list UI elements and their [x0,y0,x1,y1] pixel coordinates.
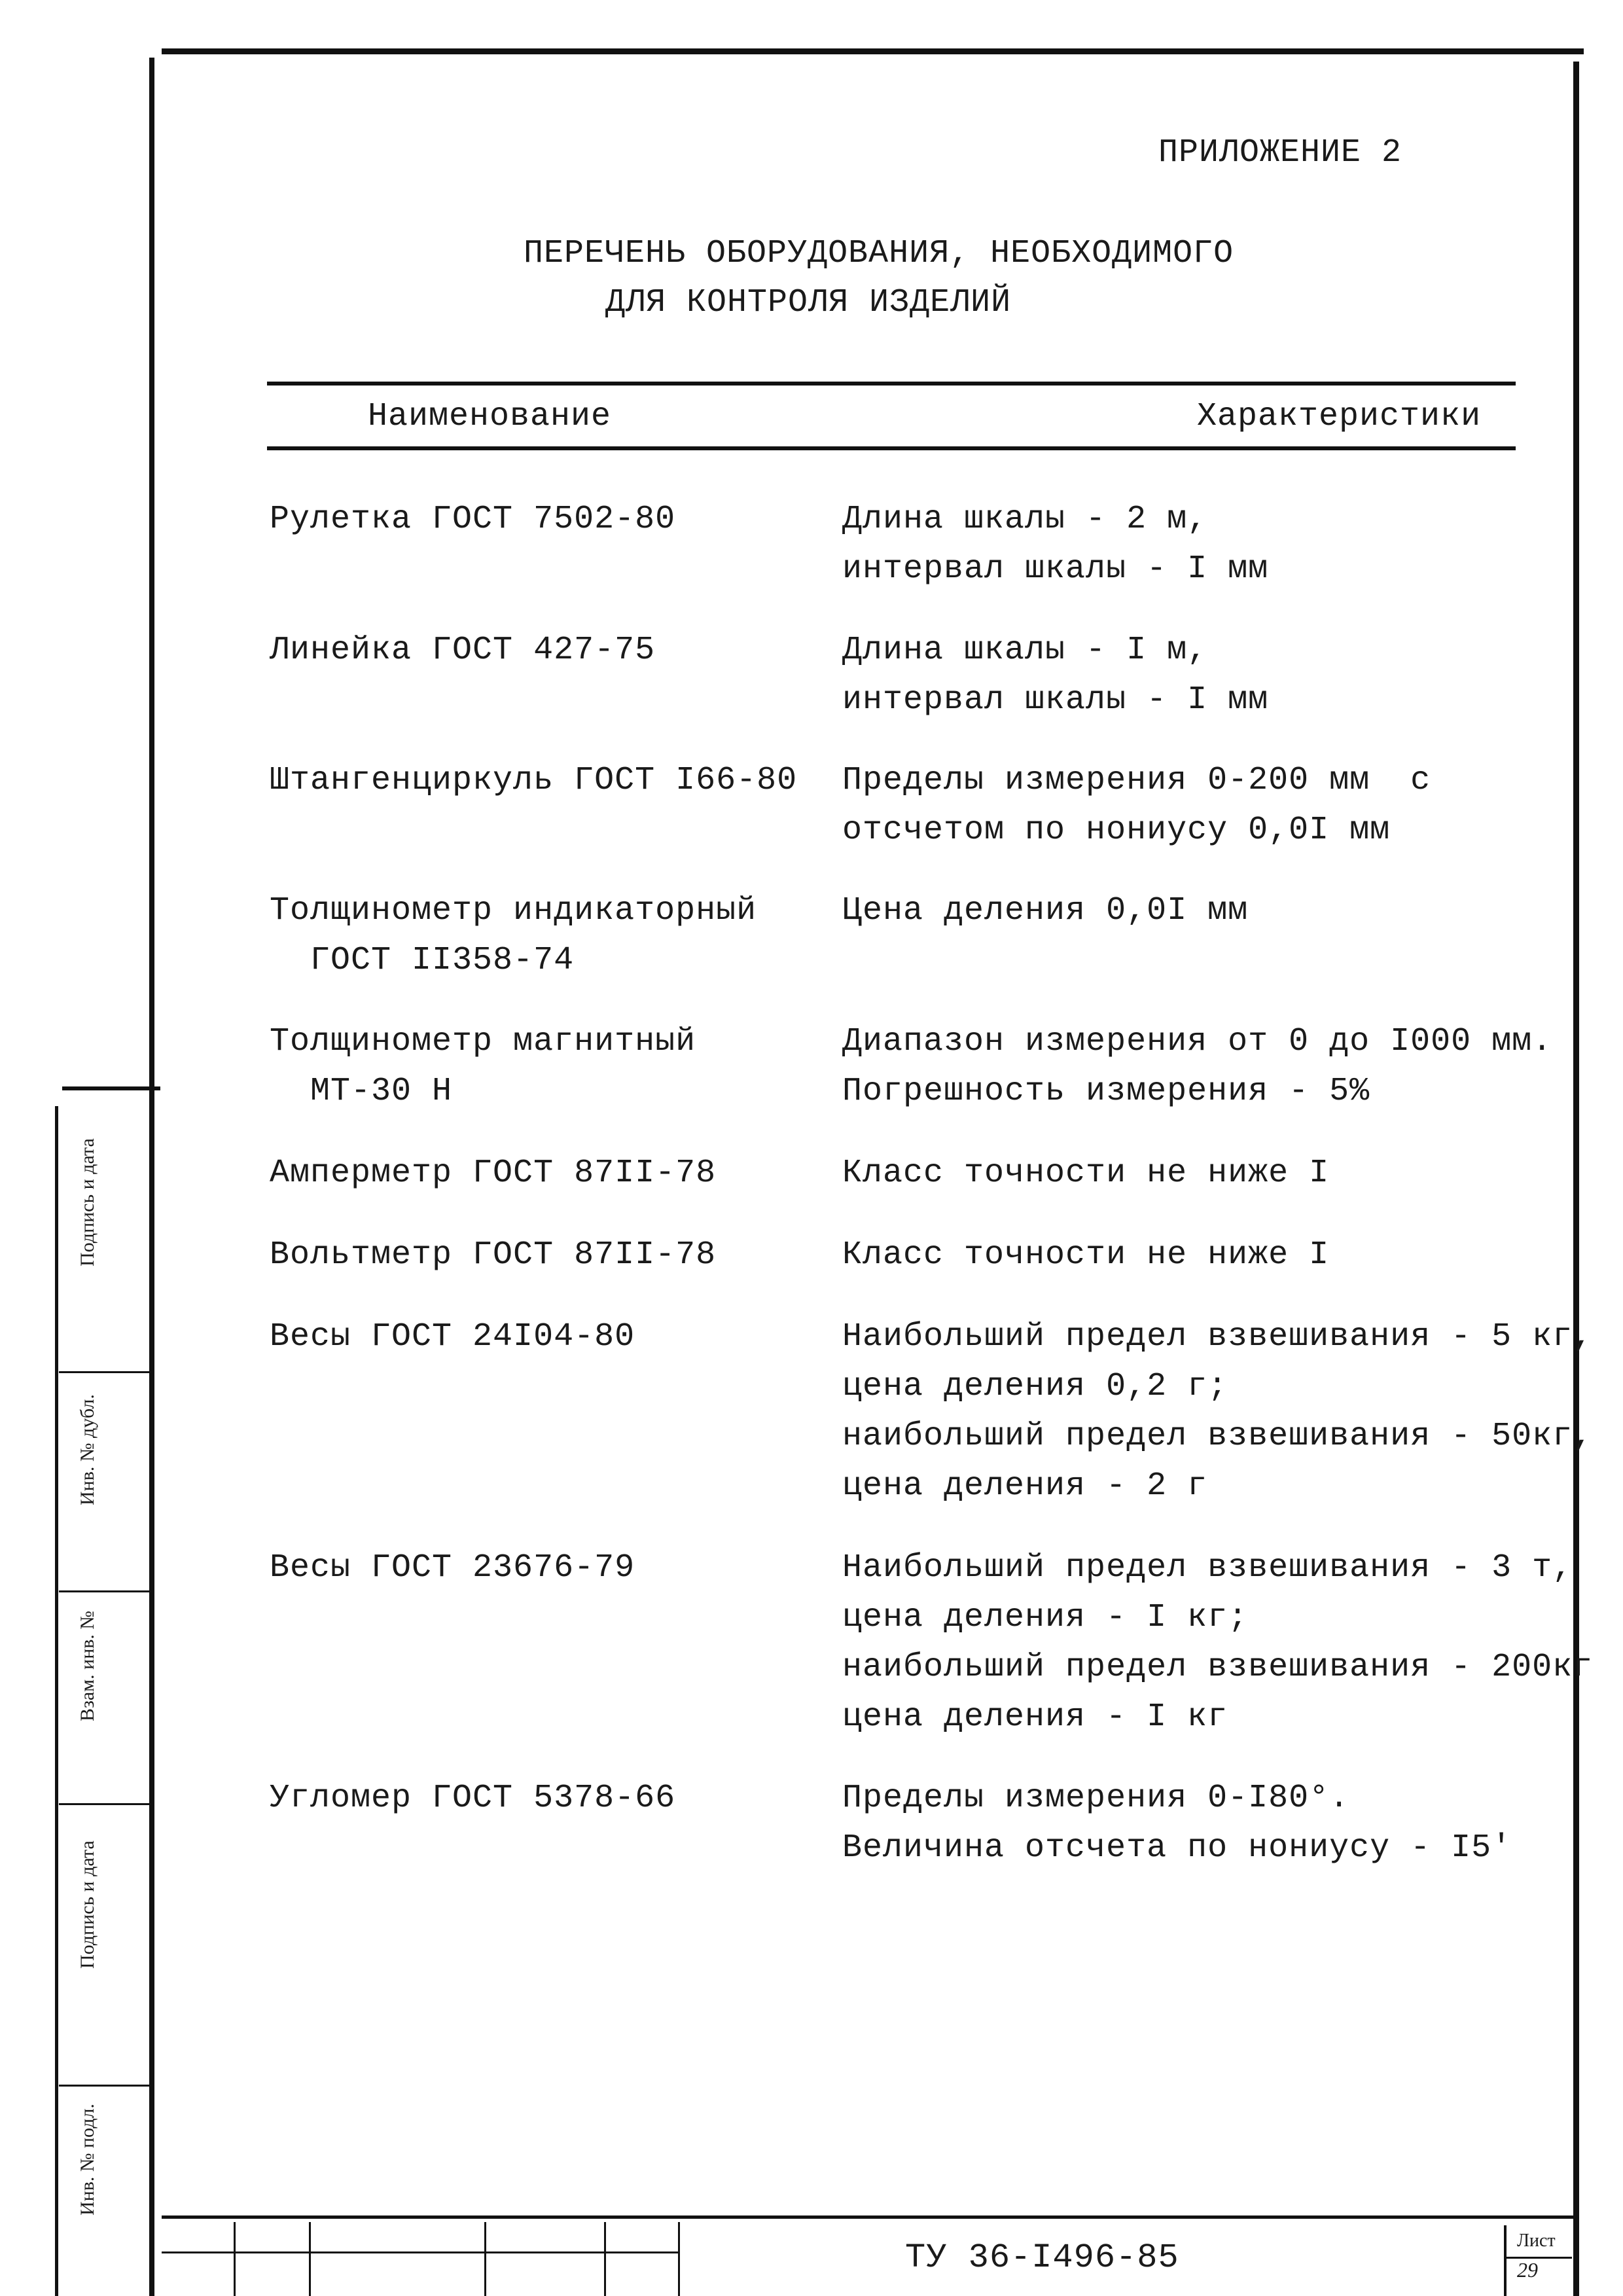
title-block-cell [162,2222,236,2296]
equipment-characteristic: Класс точности не ниже I [842,1155,1330,1192]
strip-divider [59,1590,151,1592]
equipment-name: Линейка ГОСТ 427-75 [270,632,656,669]
equipment-characteristic: Класс точности не ниже I [842,1236,1330,1274]
equipment-characteristic: Пределы измерения 0-200 мм с [842,762,1431,799]
equipment-characteristic: Длина шкалы - 2 м, [842,501,1208,538]
sheet-number: 29 [1517,2258,1538,2282]
title-block-cell [236,2222,311,2296]
sheet-box-rule [1507,2257,1572,2259]
equipment-characteristic: наибольший предел взвешивания - 200кг [842,1649,1594,1686]
equipment-name: Вольтметр ГОСТ 87II-78 [270,1236,717,1274]
strip-label-duplicate-inv: Инв. № дубл. [77,1394,98,1505]
equipment-characteristic: интервал шкалы - I мм [842,681,1269,719]
equipment-name: ГОСТ II358-74 [270,942,575,979]
equipment-name: Амперметр ГОСТ 87II-78 [270,1155,717,1192]
document-title-line-2: ДЛЯ КОНТРОЛЯ ИЗДЕЛИЙ [605,284,1012,321]
frame-top-border [162,48,1584,54]
equipment-characteristic: отсчетом по нониусу 0,0I мм [842,812,1391,849]
equipment-name: Рулетка ГОСТ 7502-80 [270,501,676,538]
table-top-rule [267,382,1516,386]
equipment-name: Штангенциркуль ГОСТ I66-80 [270,762,798,799]
equipment-characteristic: Длина шкалы - I м, [842,632,1208,669]
equipment-name: Весы ГОСТ 24I04-80 [270,1318,635,1355]
equipment-name: Угломер ГОСТ 5378-66 [270,1780,676,1817]
equipment-name: Весы ГОСТ 23676-79 [270,1549,635,1587]
strip-divider [59,1803,151,1805]
strip-outer-border [55,1106,58,2296]
strip-top-rule [62,1086,160,1090]
equipment-characteristic: Величина отсчета по нониусу - I5' [842,1829,1512,1867]
equipment-characteristic: цена деления - I кг; [842,1599,1249,1636]
title-block-cell [311,2222,486,2296]
equipment-characteristic: Наибольший предел взвешивания - 3 т, [842,1549,1573,1587]
strip-label-signature-date: Подпись и дата [77,1138,98,1266]
column-header-name: Наименование [368,398,612,435]
title-block-cell [606,2222,680,2296]
strip-divider [59,2085,151,2087]
annex-label: ПРИЛОЖЕНИЕ 2 [1158,134,1402,171]
sheet-label: Лист [1517,2231,1556,2251]
table-header-rule [267,446,1516,450]
equipment-characteristic: Цена деления 0,0I мм [842,892,1249,929]
document-code: ТУ 36-I496-85 [905,2238,1179,2277]
equipment-characteristic: Пределы измерения 0-I80°. [842,1780,1350,1817]
equipment-characteristic: Наибольший предел взвешивания - 5 кг, [842,1318,1594,1355]
frame-bottom-border [162,2215,1575,2219]
equipment-characteristic: интервал шкалы - I мм [842,550,1269,588]
frame-left-border [149,58,154,2296]
frame-right-border [1573,62,1579,2296]
equipment-characteristic: наибольший предел взвешивания - 50кг, [842,1418,1594,1455]
title-block-cell [486,2222,606,2296]
equipment-characteristic: цена деления - 2 г [842,1467,1208,1505]
equipment-name: Толщинометр индикаторный [270,892,757,929]
document-title-line-1: ПЕРЕЧЕНЬ ОБОРУДОВАНИЯ, НЕОБХОДИМОГО [524,235,1234,272]
column-header-characteristics: Характеристики [1197,398,1482,435]
strip-label-replacement-inv: Взам. инв. № [77,1610,98,1721]
strip-label-original-inv: Инв. № подл. [77,2104,98,2215]
equipment-characteristic: Диапазон измерения от 0 до I000 мм. [842,1023,1553,1060]
equipment-characteristic: Погрешность измерения - 5% [842,1073,1370,1110]
equipment-characteristic: цена деления - I кг [842,1698,1228,1736]
strip-divider [59,1371,151,1373]
equipment-characteristic: цена деления 0,2 г; [842,1368,1228,1405]
strip-label-signature-date: Подпись и дата [77,1840,98,1969]
title-block-row-rule [162,2251,679,2253]
equipment-name: МТ-30 Н [270,1073,453,1110]
equipment-name: Толщинометр магнитный [270,1023,696,1060]
